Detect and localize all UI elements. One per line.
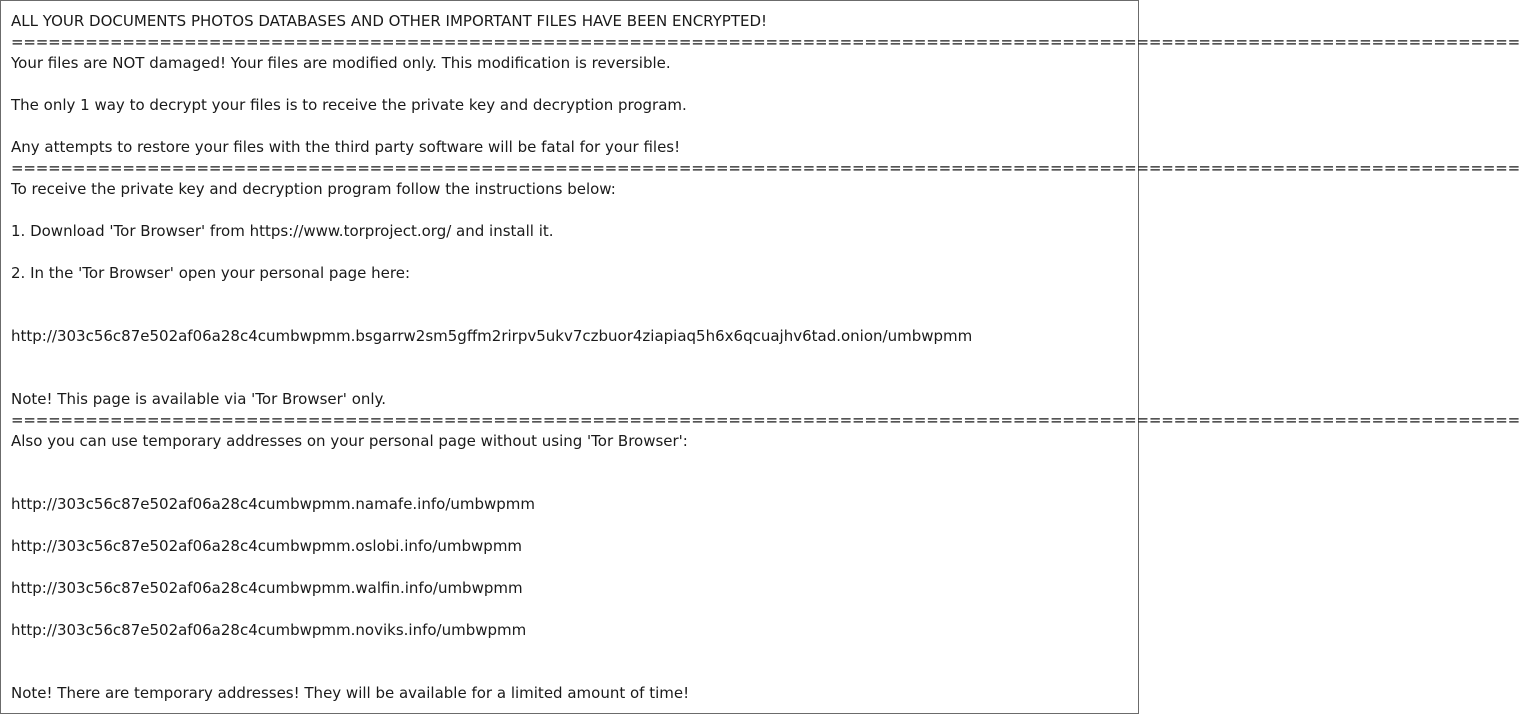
intro-line-3: Any attempts to restore your files with the third party software will be fatal for your files!: [11, 138, 681, 156]
step-1: 1. Download 'Tor Browser' from https://www.torproject.org/ and install it.: [11, 222, 554, 240]
onion-note: Note! This page is available via 'Tor Browser' only.: [11, 390, 387, 408]
temp-heading: Also you can use temporary addresses on your personal page without using 'Tor Browser':: [11, 432, 688, 450]
temp-url-1: http://303c56c87e502af06a28c4cumbwpmm.namafe.info/umbwpmm: [11, 495, 536, 513]
ransom-note-text: [11, 1, 1520, 702]
separator-3: ==========================================================================================================================: [11, 411, 1520, 429]
separator-1: ==========================================================================================================================: [11, 33, 1520, 51]
temp-url-2: http://303c56c87e502af06a28c4cumbwpmm.oslobi.info/umbwpmm: [11, 537, 523, 555]
note-title: ALL YOUR DOCUMENTS PHOTOS DATABASES AND OTHER IMPORTANT FILES HAVE BEEN ENCRYPTED!: [11, 12, 768, 30]
separator-2: ==========================================================================================================================: [11, 159, 1520, 177]
intro-line-2: The only 1 way to decrypt your files is to receive the private key and decryption program.: [11, 96, 687, 114]
temp-note: Note! There are temporary addresses! They will be available for a limited amount of time!: [11, 684, 690, 702]
temp-url-3: http://303c56c87e502af06a28c4cumbwpmm.walfin.info/umbwpmm: [11, 579, 523, 597]
instructions-heading: To receive the private key and decryption program follow the instructions below:: [11, 180, 616, 198]
onion-url: http://303c56c87e502af06a28c4cumbwpmm.bsgarrw2sm5gffm2rirpv5ukv7czbuor4ziapiaq5h6x6qcuajhv6tad.onion/umbwpmm: [11, 327, 973, 345]
temp-url-4: http://303c56c87e502af06a28c4cumbwpmm.noviks.info/umbwpmm: [11, 621, 527, 639]
intro-line-1: Your files are NOT damaged! Your files are modified only. This modification is reversible.: [11, 54, 671, 72]
step-2: 2. In the 'Tor Browser' open your personal page here:: [11, 264, 411, 282]
